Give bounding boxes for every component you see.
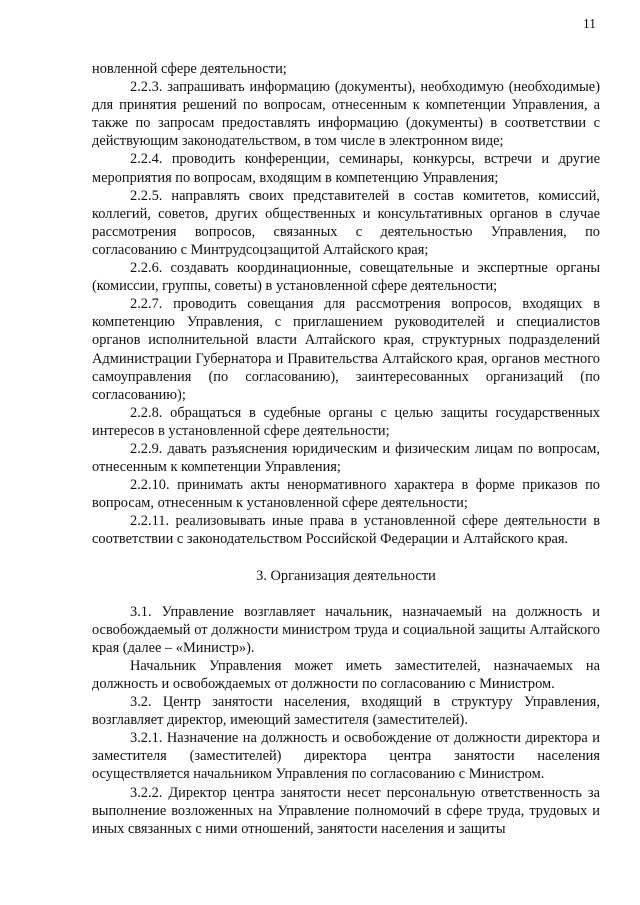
paragraph: 2.2.11. реализовывать иные права в установленной сфере деятельности в соответствии с законодательством Российской Федерации и Алтайского края.	[92, 513, 600, 548]
paragraph: 3.1. Управление возглавляет начальник, назначаемый на должность и освобождаемый от должности министром труда и социальной защиты Алтайского края (далее – «Министр»).	[92, 603, 600, 656]
paragraph: 2.2.3. запрашивать информацию (документы), необходимую (необходимые) для принятия решений по вопросам, отнесенным к компетенции Управления, а также по запросам предоставлять информацию (документы) в соответствии с действующим законодательством, в том числе в электронном виде;	[92, 79, 600, 150]
paragraph: 2.2.4. проводить конференции, семинары, конкурсы, встречи и другие мероприятия по вопросам, входящим в компетенцию Управления;	[92, 151, 600, 186]
paragraph: 2.2.10. принимать акты ненормативного характера в форме приказов по вопросам, отнесенным к установленной сфере деятельности;	[92, 477, 600, 512]
paragraph: Начальник Управления может иметь заместителей, назначаемых на должность и освобождаемых от должности по согласованию с Министром.	[92, 657, 600, 692]
paragraph: 2.2.7. проводить совещания для рассмотрения вопросов, входящих в компетенцию Управления, с приглашением руководителей и специалистов органов исполнительной власти Алтайского края, структурных подразделений Администрации Губернатора и Правительства Алтайского края, органов местного самоуправления (по согласованию), заинтересованных организаций (по согласованию);	[92, 296, 600, 403]
section-heading: 3. Организация деятельности	[256, 567, 436, 584]
paragraph: 2.2.8. обращаться в судебные органы с целью защиты государственных интересов в установленной сфере деятельности;	[92, 404, 600, 439]
paragraph: 2.2.5. направлять своих представителей в состав комитетов, комиссий, коллегий, советов, других общественных и консультативных органов в случае рассмотрения вопросов, связанных с деятельностью Управления, по согласованию с Минтрудсоцзащитой Алтайского края;	[92, 187, 600, 258]
paragraph: 2.2.9. давать разъяснения юридическим и физическим лицам по вопросам, отнесенным к компетенции Управления;	[92, 440, 600, 476]
paragraph: 3.2. Центр занятости населения, входящий в структуру Управления, возглавляет директор, имеющий заместителя (заместителей).	[92, 694, 600, 729]
paragraph: 3.2.2. Директор центра занятости несет персональную ответственность за выполнение возложенных на Управление полномочий в сфере труда, трудовых и иных связанных с ними отношений, занятости населения и защиты	[92, 784, 600, 837]
paragraph: 3.2.1. Назначение на должность и освобождение от должности директора и заместителя (заместителей) директора центра занятости населения осуществляется начальником Управления по согласованию с Министром.	[92, 730, 600, 783]
paragraph: новленной сфере деятельности;	[92, 61, 287, 77]
paragraph: 2.2.6. создавать координационные, совещательные и экспертные органы (комиссии, группы, советы) в установленной сфере деятельности;	[92, 260, 600, 295]
page-number: 11	[583, 16, 596, 31]
document-body	[92, 60, 600, 838]
